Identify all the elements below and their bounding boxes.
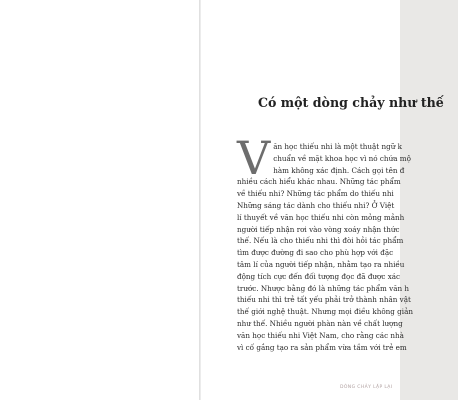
- body-line: Những sáng tác dành cho thiếu nhi? Ở Việt: [237, 200, 395, 210]
- right-page: [201, 0, 444, 400]
- body-line: hàm không xác định. Cách gọi tên đ: [273, 165, 405, 175]
- body-line: văn học thiếu nhi Việt Nam, cho rằng các nhà: [237, 330, 404, 340]
- body-line: thiếu nhi thì trẻ tất yếu phải trở thành nhân vật: [237, 295, 411, 305]
- body-line: thế giới nghệ thuật. Nhưng mọi điều không giản: [237, 307, 413, 317]
- body-line: trước. Nhược bằng đó là những tác phẩm văn h: [237, 283, 410, 293]
- body-line: như thế. Nhiều người phàn nàn về chất lượng: [237, 318, 403, 328]
- chapter-title: Có một dòng chảy như thế: [258, 95, 444, 110]
- body-line: thế. Nếu là cho thiếu nhi thì đòi hỏi tác phẩm: [237, 236, 404, 246]
- body-line: động tích cực đến đối tượng đọc đã được xác: [237, 271, 401, 281]
- body-line: người tiếp nhận rơi vào vòng xoáy nhận thức: [237, 224, 400, 234]
- body-line: ăn học thiếu nhi là một thuật ngữ k: [273, 142, 402, 151]
- chapter-body: [237, 131, 413, 353]
- body-line: tâm lí của người tiếp nhận, nhằm tạo ra nhiều: [237, 259, 405, 269]
- left-page: [0, 0, 199, 400]
- body-line: tìm được đường đi sao cho phù hợp với đặc: [237, 248, 394, 258]
- drop-cap: V: [237, 131, 271, 185]
- body-line: chuẩn về mặt khoa học vì nó chứa mộ: [273, 153, 411, 163]
- body-line: nhiều cách hiểu khác nhau. Những tác phẩm: [237, 177, 401, 187]
- body-line: về thiếu nhi? Những tác phẩm do thiếu nhi: [237, 189, 394, 199]
- body-line: vì cố gắng tạo ra sản phẩm vừa tầm với trẻ em: [237, 342, 407, 352]
- body-line: lí thuyết về văn học thiếu nhi còn mỏng mảnh: [237, 212, 405, 222]
- running-footer: DÒNG CHẢY LẶP LẠI: [340, 385, 393, 390]
